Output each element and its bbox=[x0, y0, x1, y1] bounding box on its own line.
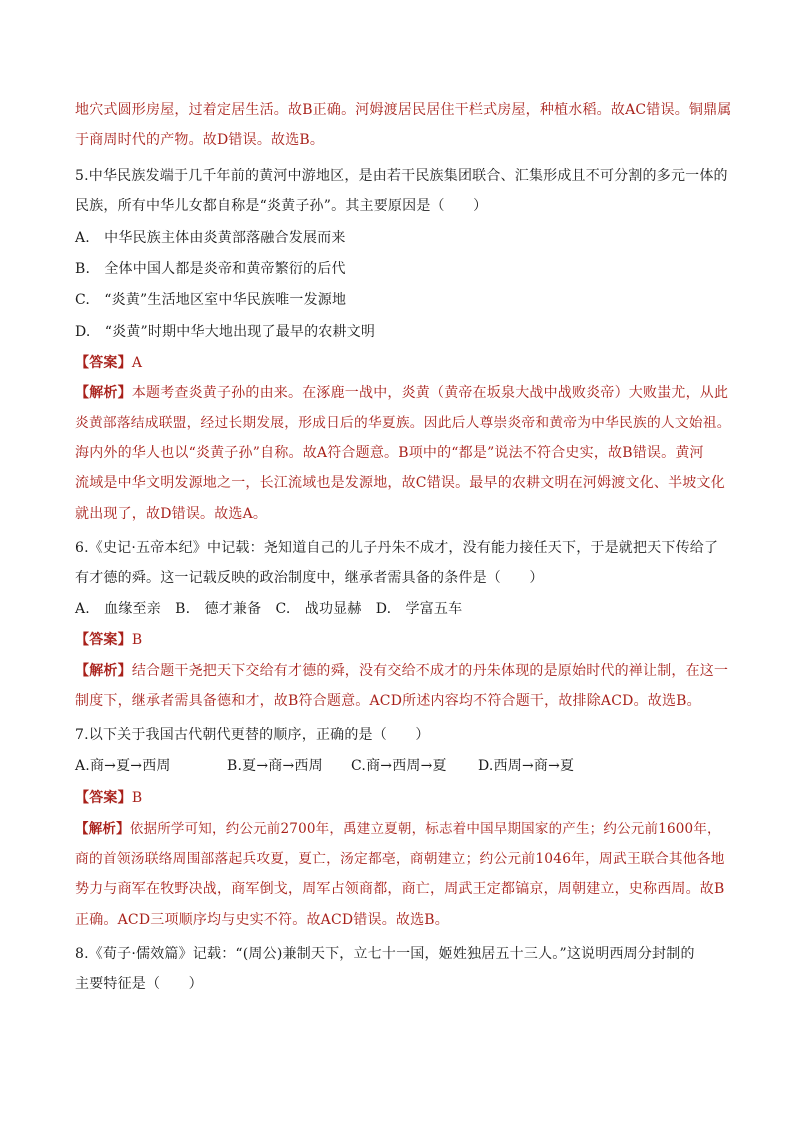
q7-stem: 7.以下关于我国古代朝代更替的顺序，正确的是（ ） bbox=[75, 727, 430, 743]
analysis-text: 本题考查炎黄子孙的由来。在涿鹿一战中，炎黄（黄帝在坂泉大战中战败炎帝）大败蚩尤，从此 bbox=[131, 385, 729, 401]
q5-option-c: C. “炎黄”生活地区室中华民族唯一发源地 bbox=[75, 292, 347, 308]
q7-options bbox=[75, 756, 574, 776]
answer-value: B bbox=[131, 790, 143, 806]
q7-analysis-line: 正确。ACD三项顺序均与史实不符。故ACD错误。故选B。 bbox=[75, 912, 449, 928]
q6-stem: 6.《史记·五帝本纪》中记载：尧知道自己的儿子丹朱不成才，没有能力接任天下，于是就把天下传给了 bbox=[75, 540, 719, 556]
answer-tag: 【答案】 bbox=[75, 632, 132, 648]
answer-value: B bbox=[131, 632, 143, 648]
analysis-text: 依据所学可知，约公元前2700年，禹建立夏朝，标志着中国早期国家的产生；约公元前1600年， bbox=[129, 821, 721, 837]
q6-analysis bbox=[75, 661, 728, 681]
analysis-tag: 【解析】 bbox=[75, 663, 132, 679]
q7-analysis-line: 商的首领汤联络周围部落起兵攻夏，夏亡，汤定都亳，商朝建立；约公元前1046年，周武王联合其他各地 bbox=[75, 851, 725, 867]
q5-analysis-line: 海内外的华人也以“炎黄子孙”自称。故A符合题意。B项中的“都是”说法不符合史实，故B错误。黄河 bbox=[75, 445, 704, 461]
q8-stem: 主要特征是（ ） bbox=[75, 976, 203, 992]
analysis-text: 结合题干尧把天下交给有才德的舜，没有交给不成才的丹朱体现的是原始时代的禅让制，在这一 bbox=[131, 663, 729, 679]
q4-analysis-line: 于商周时代的产物。故D错误。故选B。 bbox=[75, 132, 325, 148]
q5-analysis bbox=[75, 383, 728, 403]
q5-option-d: D. “炎黄”时期中华大地出现了最早的农耕文明 bbox=[75, 324, 376, 340]
answer-value: A bbox=[131, 355, 143, 371]
q5-stem: 5.中华民族发端于几千年前的黄河中游地区，是由若干民族集团联合、汇集形成且不可分割的多元一体的 bbox=[75, 168, 728, 184]
answer-tag: 【答案】 bbox=[75, 355, 132, 371]
q5-stem: 民族，所有中华儿女都自称是“炎黄子孙”。其主要原因是（ ） bbox=[75, 198, 488, 214]
q7-option-b: B.夏→商→西周 bbox=[227, 758, 323, 774]
q6-analysis-line: 制度下，继承者需具备德和才，故B符合题意。ACD所述内容均不符合题干，故排除ACD。故选B。 bbox=[75, 693, 701, 709]
q6-options: A. 血缘至亲 B. 德才兼备 C. 战功显赫 D. 学富五车 bbox=[75, 601, 463, 617]
q7-analysis bbox=[75, 819, 721, 839]
q5-option-a: A. 中华民族主体由炎黄部落融合发展而来 bbox=[75, 230, 346, 246]
q5-analysis-line: 炎黄部落结成联盟，经过长期发展，形成日后的华夏族。因此后人尊崇炎帝和黄帝为中华民族的人文始祖。 bbox=[75, 415, 731, 431]
q8-stem: 8.《荀子·儒效篇》记载：“(周公)兼制天下，立七十一国，姬姓独居五十三人。”这说明西周分封制的 bbox=[75, 946, 695, 962]
analysis-tag: 【解析】 bbox=[75, 821, 130, 837]
q5-analysis-line: 就出现了，故D错误。故选A。 bbox=[75, 506, 268, 522]
q6-stem: 有才德的舜。这一记载反映的政治制度中，继承者需具备的条件是（ ） bbox=[75, 570, 544, 586]
q5-analysis-line: 流域是中华文明发源地之一，长江流域也是发源地，故C错误。最早的农耕文明在河姆渡文化、半坡文化 bbox=[75, 475, 725, 491]
q5-option-b: B. 全体中国人都是炎帝和黄帝繁衍的后代 bbox=[75, 261, 346, 277]
q7-option-d: D.西周→商→夏 bbox=[478, 758, 575, 774]
analysis-tag: 【解析】 bbox=[75, 385, 132, 401]
q6-answer bbox=[75, 630, 142, 650]
q5-answer bbox=[75, 353, 142, 373]
q4-analysis-line: 地穴式圆形房屋，过着定居生活。故B正确。河姆渡居民居住干栏式房屋，种植水稻。故AC错误。铜鼎属 bbox=[75, 102, 732, 118]
q7-answer bbox=[75, 788, 142, 808]
answer-tag: 【答案】 bbox=[75, 790, 132, 806]
q7-option-c: C.商→西周→夏 bbox=[351, 758, 447, 774]
q7-option-a: A.商→夏→西周 bbox=[75, 758, 171, 774]
q7-analysis-line: 势力与商军在牧野决战，商军倒戈，周军占领商都，商亡，周武王定都镐京，周朝建立，史称西周。故B bbox=[75, 881, 725, 897]
